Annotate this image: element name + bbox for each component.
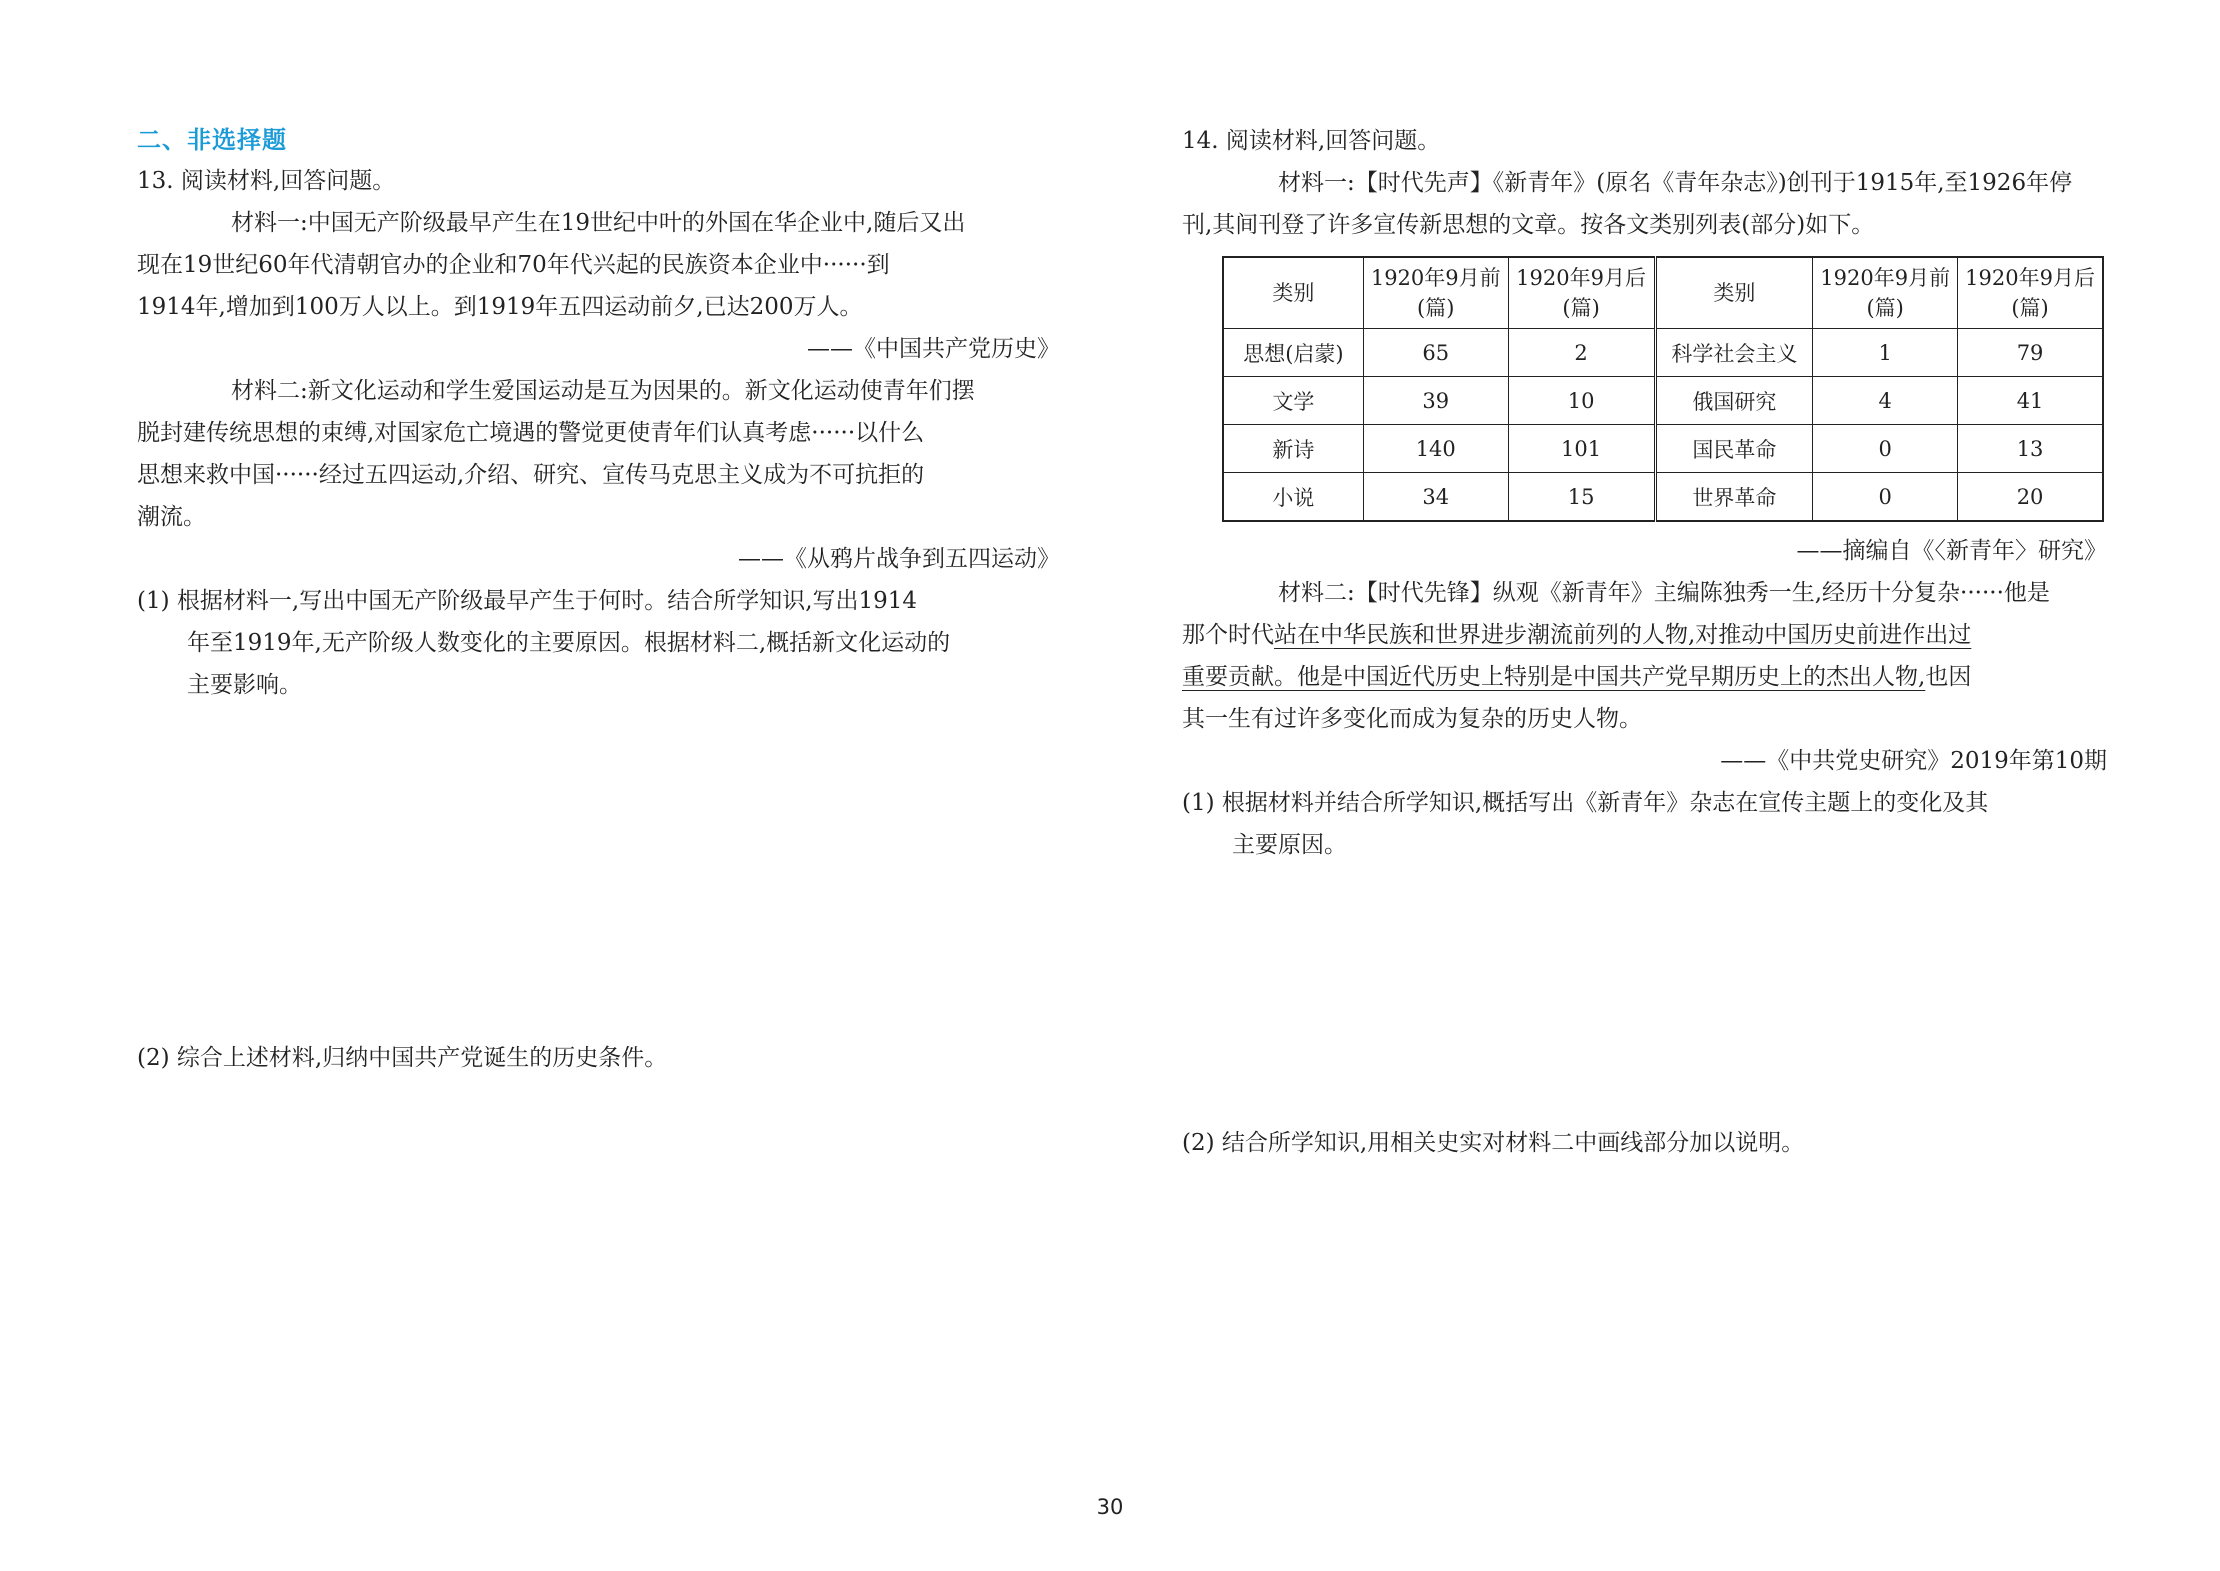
table-cell: 39: [1363, 377, 1508, 425]
table-header-cell: 类别: [1223, 257, 1363, 329]
table-cell: 2: [1508, 329, 1655, 377]
table-header-cell: 1920年9月后 (篇): [1958, 257, 2103, 329]
q14-material2-line: 其一生有过许多变化而成为复杂的历史人物。: [1182, 706, 1642, 732]
table-cell: 10: [1508, 377, 1655, 425]
table-cell: 新诗: [1223, 425, 1363, 473]
q13-material2-line: 思想来救中国······经过五四运动,介绍、研究、宣传马克思主义成为不可抗拒的: [137, 462, 925, 488]
article-category-table: [1222, 256, 2104, 522]
left-column: [137, 120, 1060, 1071]
section-heading: 二、非选择题: [137, 126, 287, 154]
table-cell: 140: [1363, 425, 1508, 473]
q14-material2-line: [1182, 614, 2107, 656]
q14-material2-line: 材料二:【时代先锋】纵观《新青年》主编陈独秀一生,经历十分复杂······他是: [1278, 580, 2050, 606]
table-cell: 4: [1813, 377, 1958, 425]
table-cell: 小说: [1223, 473, 1363, 522]
q13-material2-line: 潮流。: [137, 504, 206, 530]
right-column: [1182, 120, 2107, 1156]
q14-material1-line: 材料一:【时代先声】《新青年》(原名《青年杂志》)创刊于1915年,至1926年停: [1278, 170, 2073, 196]
table-cell: 0: [1813, 425, 1958, 473]
table-cell: 41: [1958, 377, 2103, 425]
q13-question1-line: 年至1919年,无产阶级人数变化的主要原因。根据材料二,概括新文化运动的: [187, 630, 951, 656]
table-header-row: [1223, 257, 2103, 329]
q13-question1-line: 主要影响。: [187, 672, 302, 698]
table-cell: 国民革命: [1655, 425, 1813, 473]
table-cell: 0: [1813, 473, 1958, 522]
q14-material2-source: ——《中共党史研究》2019年第10期: [1720, 748, 2107, 774]
q13-question1: [137, 580, 1060, 706]
q14-material2-text: 也因: [1925, 664, 1972, 690]
q13-material1-line: 材料一:中国无产阶级最早产生在19世纪中叶的外国在华企业中,随后又出: [231, 210, 966, 236]
q14-question1-line: 主要原因。: [1232, 832, 1347, 858]
table-cell: 思想(启蒙): [1223, 329, 1363, 377]
table-row: [1223, 329, 2103, 377]
q13-material2: [137, 370, 1060, 538]
underlined-text: 重要贡献。他是中国近代历史上特别是中国共产党早期历史上的杰出人物,: [1182, 664, 1926, 690]
underlined-text: 站在中华民族和世界进步潮流前列的人物,对推动中国历史前进作出过: [1274, 622, 1972, 648]
q13-material2-line: 脱封建传统思想的束缚,对国家危亡境遇的警觉更使青年们认真考虑······以什么: [137, 420, 925, 446]
table-row: [1223, 377, 2103, 425]
q13-material1-source: ——《中国共产党历史》: [807, 336, 1060, 362]
q13-material2-source: ——《从鸦片战争到五四运动》: [738, 546, 1060, 572]
table-cell: 文学: [1223, 377, 1363, 425]
table-header-cell: 类别: [1655, 257, 1813, 329]
q14-question1: [1182, 782, 2107, 866]
table-cell: 65: [1363, 329, 1508, 377]
table-cell: 15: [1508, 473, 1655, 522]
q13-question1-line: (1) 根据材料一,写出中国无产阶级最早产生于何时。结合所学知识,写出1914: [137, 588, 918, 614]
page-number: 30: [1096, 1495, 1124, 1519]
table-header-cell: 1920年9月前 (篇): [1813, 257, 1958, 329]
q14-question2: (2) 结合所学知识,用相关史实对材料二中画线部分加以说明。: [1182, 1130, 1805, 1156]
table-cell: 1: [1813, 329, 1958, 377]
table-cell: 34: [1363, 473, 1508, 522]
table-cell: 世界革命: [1655, 473, 1813, 522]
q14-question1-line: (1) 根据材料并结合所学知识,概括写出《新青年》杂志在宣传主题上的变化及其: [1182, 790, 1989, 816]
q13-material1-line: 现在19世纪60年代清朝官办的企业和70年代兴起的民族资本企业中······到: [137, 252, 890, 278]
table-header-cell: 1920年9月前 (篇): [1363, 257, 1508, 329]
q13-title: 13. 阅读材料,回答问题。: [137, 168, 396, 194]
table-cell: 俄国研究: [1655, 377, 1813, 425]
table-cell: 79: [1958, 329, 2103, 377]
table-header-cell: 1920年9月后 (篇): [1508, 257, 1655, 329]
q14-material2-line: [1182, 656, 2107, 698]
q14-table-source: ——摘编自《〈新青年〉研究》: [1796, 538, 2107, 564]
q13-material1-line: 1914年,增加到100万人以上。到1919年五四运动前夕,已达200万人。: [137, 294, 863, 320]
q14-material2: [1182, 572, 2107, 740]
q14-material1: [1182, 162, 2107, 246]
table-cell: 科学社会主义: [1655, 329, 1813, 377]
q13-material2-line: 材料二:新文化运动和学生爱国运动是互为因果的。新文化运动使青年们摆: [231, 378, 975, 404]
q13-question2: (2) 综合上述材料,归纳中国共产党诞生的历史条件。: [137, 1045, 668, 1071]
q14-material2-text: 那个时代: [1182, 622, 1274, 648]
table-cell: 20: [1958, 473, 2103, 522]
table-cell: 13: [1958, 425, 2103, 473]
table-row: [1223, 473, 2103, 522]
q14-title: 14. 阅读材料,回答问题。: [1182, 128, 1441, 154]
table-cell: 101: [1508, 425, 1655, 473]
table-row: [1223, 425, 2103, 473]
q13-material1: [137, 202, 1060, 328]
q14-material1-line: 刊,其间刊登了许多宣传新思想的文章。按各文类别列表(部分)如下。: [1182, 212, 1875, 238]
